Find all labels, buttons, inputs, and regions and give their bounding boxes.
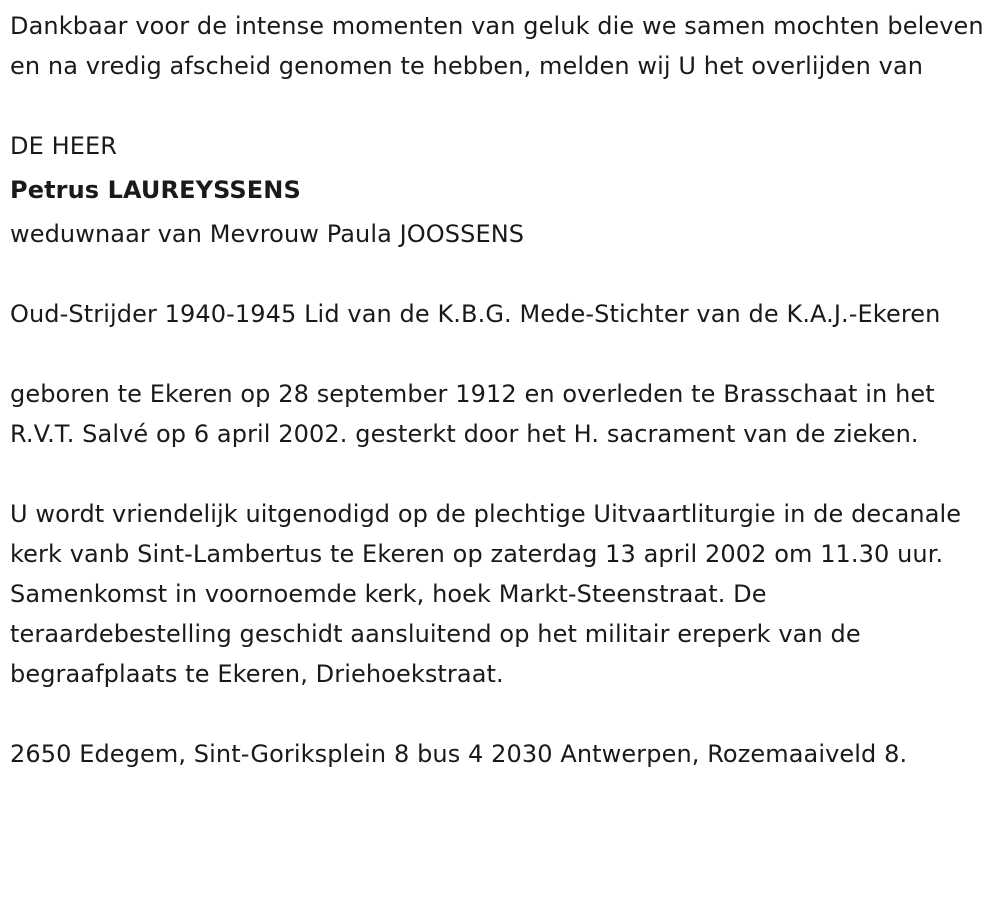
spouse-line: weduwnaar van Mevrouw Paula JOOSSENS — [10, 220, 525, 248]
deceased-name: Petrus LAUREYSSENS — [10, 176, 301, 204]
spacer — [10, 86, 995, 126]
spacer — [10, 254, 995, 294]
honors-paragraph: Oud-Strijder 1940-1945 Lid van de K.B.G. Mede-Stichter van de K.A.J.-Ekeren — [10, 300, 941, 328]
spacer — [10, 694, 995, 734]
spacer — [10, 454, 995, 494]
death-notice — [10, 6, 995, 774]
life-paragraph: geboren te Ekeren op 28 september 1912 en overleden te Brasschaat in het R.V.T. Salvé op 6 april 2002. gesterkt door het H. sacrament van de zieken. — [10, 380, 935, 448]
addresses-line: 2650 Edegem, Sint-Goriksplein 8 bus 4 2030 Antwerpen, Rozemaaiveld 8. — [10, 740, 908, 768]
spacer — [10, 334, 995, 374]
honorific-title: DE HEER — [10, 132, 118, 160]
intro-paragraph: Dankbaar voor de intense momenten van geluk die we samen mochten beleven en na vredig afscheid genomen te hebben, melden wij U het overlijden van — [10, 12, 984, 80]
funeral-paragraph: U wordt vriendelijk uitgenodigd op de plechtige Uitvaartliturgie in de decanale kerk vanb Sint-Lambertus te Ekeren op zaterdag 13 april 2002 om 11.30 uur. Samenkomst in voornoemde kerk, hoek Markt-Steenstraat. De teraardebestelling geschidt aansluitend op het militair ereperk van de begraafplaats te Ekeren, Driehoekstraat. — [10, 500, 962, 688]
